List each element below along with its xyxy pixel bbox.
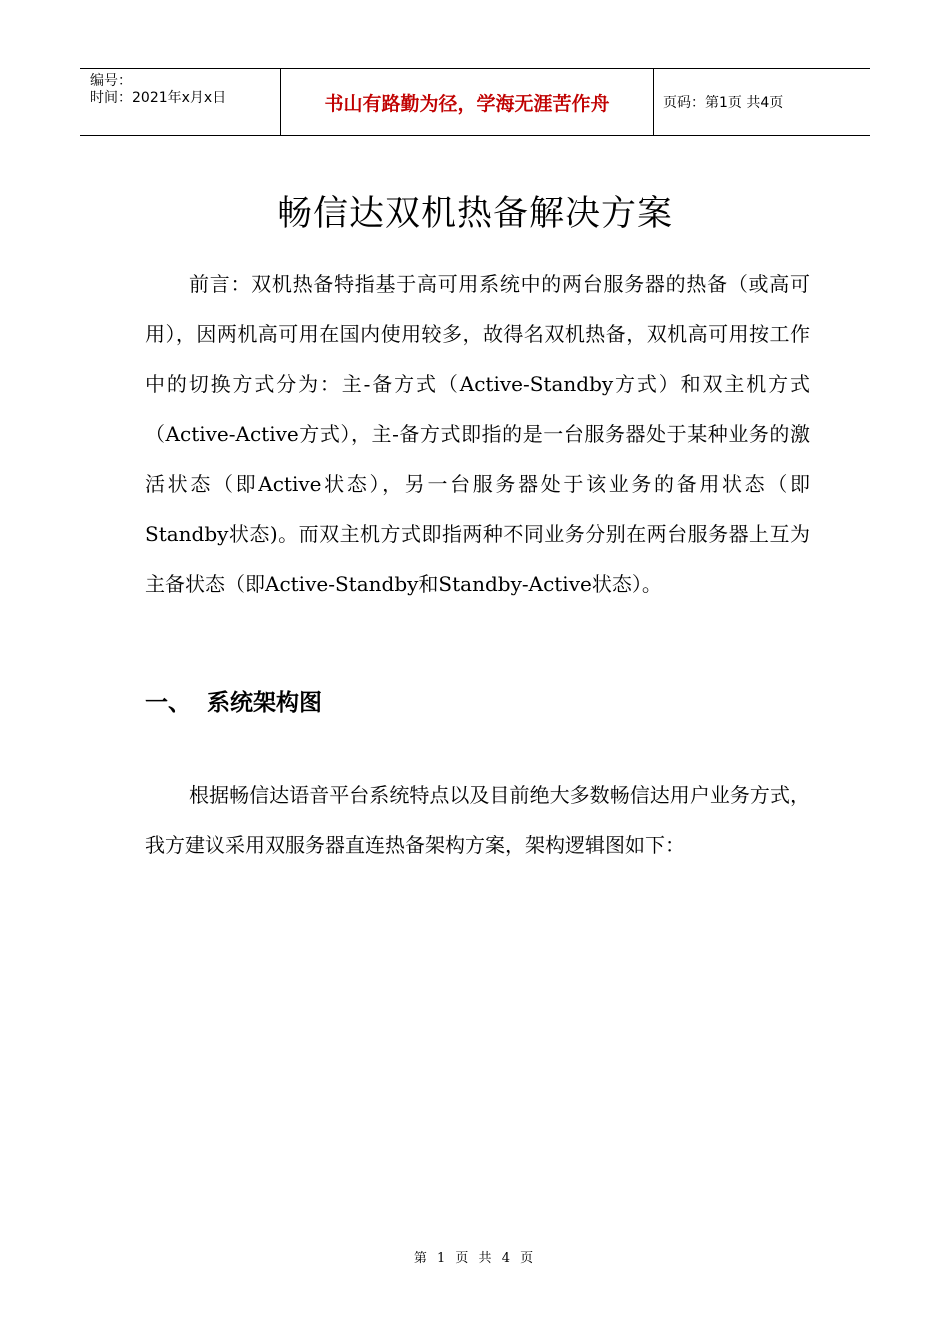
section-body-paragraph: 根据畅信达语音平台系统特点以及目前绝大多数畅信达用户业务方式，我方建议采用双服务器直连热备架构方案，架构逻辑图如下：: [145, 783, 810, 857]
header-meta: [80, 69, 281, 135]
preface-paragraph: 前言：双机热备特指基于高可用系统中的两台服务器的热备（或高可用），因两机高可用在国内使用较多，故得名双机热备，双机高可用按工作中的切换方式分为：主-备方式（Active-Standby方式）和双主机方式（Active-Active方式），主-备方式即指的是一台服务器处于某种业务的激活状态（即Active状态），另一台服务器处于该业务的备用状态（即Standby状态)。而双主机方式即指两种不同业务分别在两台服务器上互为主备状态（即Active-Standby和Standby-Active状态）。: [145, 272, 810, 596]
header-motto: 书山有路勤为径，学海无涯苦作舟: [281, 69, 654, 135]
doc-number-label: 编号：: [90, 73, 132, 89]
section-number: 一、: [145, 690, 191, 716]
page-header: [80, 68, 870, 136]
doc-date-label: 时间：2021年x月x日: [90, 90, 227, 106]
section-title: 系统架构图: [207, 690, 322, 716]
section-heading: [145, 684, 322, 717]
document-title: 畅信达双机热备解决方案: [276, 194, 673, 234]
page-footer: 第 1 页 共 4 页: [413, 1251, 537, 1266]
header-page-info: 页码：第1页 共4页: [663, 95, 784, 111]
